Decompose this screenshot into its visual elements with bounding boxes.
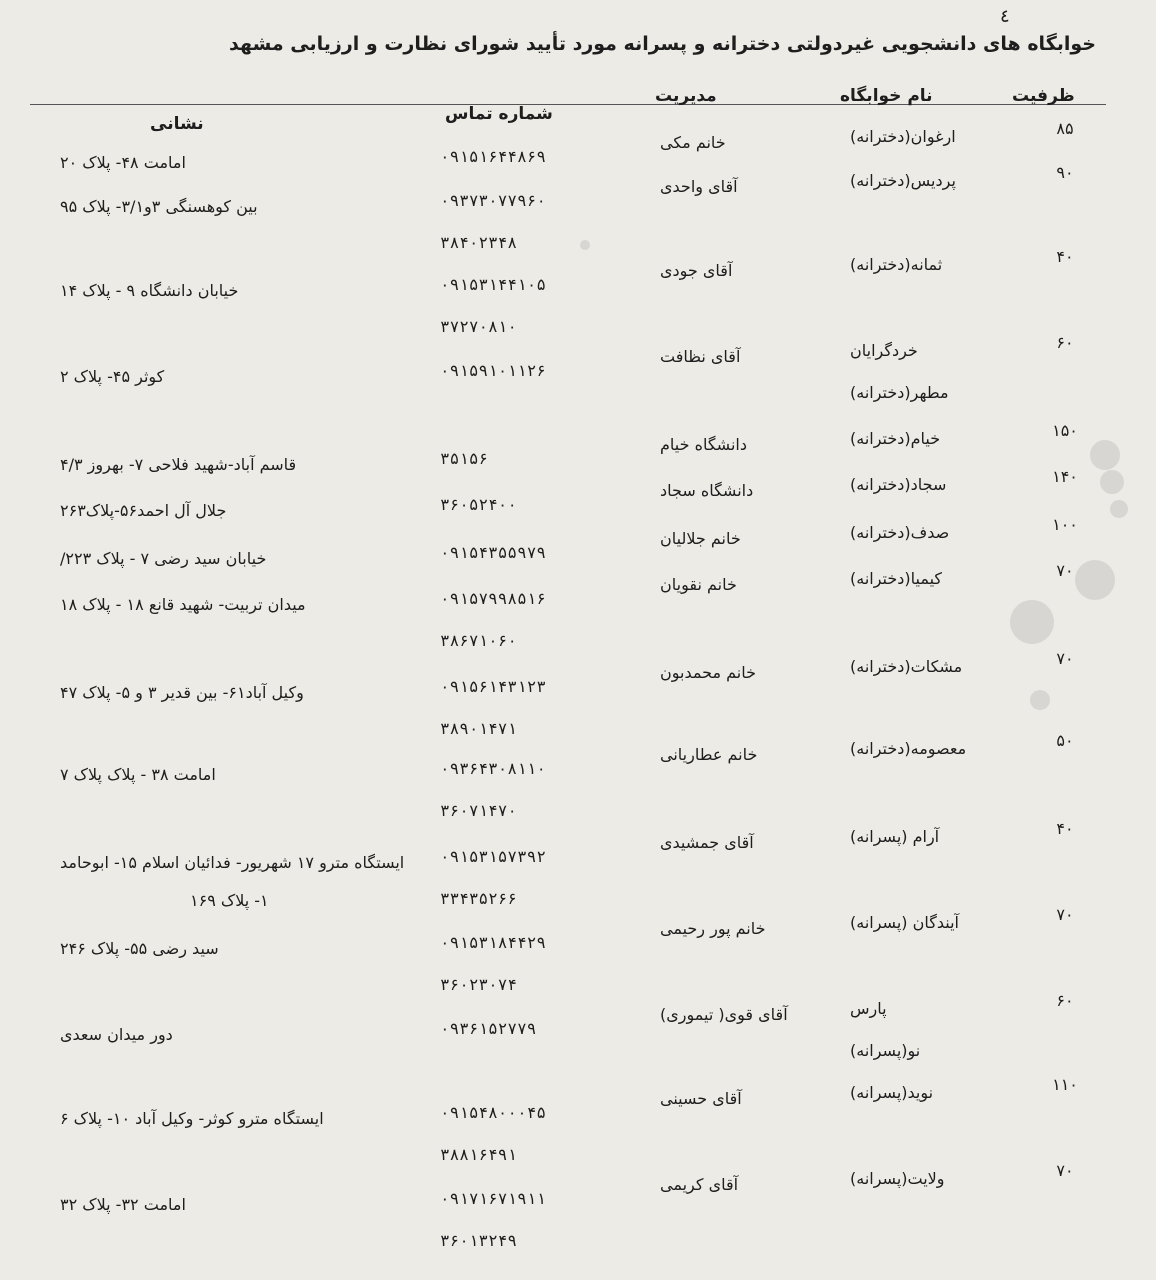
row-15-phone-2: ۳۶۰۱۳۲۴۹ xyxy=(440,1231,518,1250)
row-8-manager: خانم نقویان xyxy=(660,575,737,594)
scan-noise xyxy=(1075,560,1115,600)
row-12-phone-1: ۰۹۱۵۳۱۸۴۴۲۹ xyxy=(440,933,546,952)
row-11-manager: آقای جمشیدی xyxy=(660,833,754,852)
row-13-phone-1: ۰۹۳۶۱۵۲۷۷۹ xyxy=(440,1019,537,1038)
row-7-capacity: ۱۰۰ xyxy=(1052,515,1078,534)
scan-noise xyxy=(580,240,590,250)
row-9-phone-1: ۰۹۱۵۶۱۴۳۱۲۳ xyxy=(440,677,546,696)
row-2-manager: آقای واحدی xyxy=(660,177,738,196)
page-mark: ٤ xyxy=(1000,6,1010,27)
row-9-name: مشکات(دخترانه) xyxy=(850,657,963,676)
row-12-capacity: ۷۰ xyxy=(1056,905,1074,924)
row-4-capacity: ۶۰ xyxy=(1056,333,1074,352)
row-13-name: پارس xyxy=(850,999,887,1018)
row-15-manager: آقای کریمی xyxy=(660,1175,739,1194)
row-10-phone-1: ۰۹۳۶۴۳۰۸۱۱۰ xyxy=(440,759,546,778)
row-8-capacity: ۷۰ xyxy=(1056,561,1074,580)
row-1-capacity: ۸۵ xyxy=(1056,119,1074,138)
row-3-name: ثمانه(دخترانه) xyxy=(850,255,943,274)
header-rule xyxy=(30,104,1106,105)
row-7-name: صدف(دخترانه) xyxy=(850,523,950,542)
row-14-capacity: ۱۱۰ xyxy=(1052,1075,1078,1094)
row-5-address-1: قاسم آباد-شهید فلاحی ۷- بهروز ۴/۳ xyxy=(60,455,297,474)
row-12-manager: خانم پور رحیمی xyxy=(660,919,766,938)
document-title xyxy=(96,30,1096,58)
row-12-name: آیندگان (پسرانه) xyxy=(850,913,959,932)
row-1-name: ارغوان(دخترانه) xyxy=(850,127,956,146)
header-name: نام خوابگاه xyxy=(840,86,933,106)
row-14-address-1: ایستگاه مترو کوثر- وکیل آباد ۱۰- پلاک ۶ xyxy=(60,1109,324,1128)
row-5-phone-1: ۳۵۱۵۶ xyxy=(440,449,489,468)
header-manager: مدیریت xyxy=(655,86,717,106)
row-8-phone-1: ۰۹۱۵۷۹۹۸۵۱۶ xyxy=(440,589,546,608)
scan-noise xyxy=(1090,440,1120,470)
row-1-phone-1: ۰۹۱۵۱۶۴۴۸۶۹ xyxy=(440,147,546,166)
row-11-address-1: ایستگاه مترو ۱۷ شهریور- فدائیان اسلام ۱۵- ابوحامد xyxy=(60,853,405,872)
row-6-address-1: جلال آل احمد۵۶-پلاک۲۶۳ xyxy=(60,501,227,520)
header-capacity: ظرفیت xyxy=(1012,86,1075,106)
scan-noise xyxy=(1110,500,1128,518)
header-contact: شماره تماس xyxy=(445,104,553,124)
row-2-phone-1: ۰۹۳۷۳۰۷۷۹۶۰ xyxy=(440,191,546,210)
row-12-phone-2: ۳۶۰۲۳۰۷۴ xyxy=(440,975,518,994)
row-10-name: معصومه(دخترانه) xyxy=(850,739,967,758)
row-10-phone-2: ۳۶۰۷۱۴۷۰ xyxy=(440,801,518,820)
row-13-name-line2: نو(پسرانه) xyxy=(850,1041,921,1060)
row-6-name: سجاد(دخترانه) xyxy=(850,475,947,494)
row-14-manager: آقای حسینی xyxy=(660,1089,742,1108)
scan-noise xyxy=(1010,600,1054,644)
row-6-phone-1: ۳۶۰۵۲۴۰۰ xyxy=(440,495,518,514)
row-4-phone-1: ۰۹۱۵۹۱۰۱۱۲۶ xyxy=(440,361,546,380)
row-15-capacity: ۷۰ xyxy=(1056,1161,1074,1180)
row-11-capacity: ۴۰ xyxy=(1056,819,1074,838)
row-10-manager: خانم عطاریانی xyxy=(660,745,758,764)
row-4-address-1: کوثر ۴۵- پلاک ۲ xyxy=(60,367,165,386)
row-6-capacity: ۱۴۰ xyxy=(1052,467,1078,486)
row-2-name: پردیس(دخترانه) xyxy=(850,171,956,190)
row-11-phone-2: ۳۳۴۳۵۲۶۶ xyxy=(440,889,518,908)
row-5-capacity: ۱۵۰ xyxy=(1052,421,1078,440)
row-1-manager: خانم مکی xyxy=(660,133,726,152)
row-2-address-1: بین کوهسنگی ۳و۳/۱- پلاک ۹۵ xyxy=(60,197,258,216)
row-8-phone-2: ۳۸۶۷۱۰۶۰ xyxy=(440,631,518,650)
row-11-address-2: ۱- پلاک ۱۶۹ xyxy=(190,891,269,910)
row-3-phone-1: ۰۹۱۵۳۱۴۴۱۰۵ xyxy=(440,275,546,294)
row-1-address-1: امامت ۴۸- پلاک ۲۰ xyxy=(60,153,186,172)
row-12-address-1: سید رضی ۵۵- پلاک ۲۴۶ xyxy=(60,939,219,958)
scan-noise xyxy=(1100,470,1124,494)
row-8-address-1: میدان تربیت- شهید قانع ۱۸ - پلاک ۱۸ xyxy=(60,595,306,614)
row-3-capacity: ۴۰ xyxy=(1056,247,1074,266)
row-4-name: خردگرایان xyxy=(850,341,918,360)
row-14-name: نوید(پسرانه) xyxy=(850,1083,934,1102)
row-11-name: آرام (پسرانه) xyxy=(850,827,940,846)
row-9-phone-2: ۳۸۹۰۱۴۷۱ xyxy=(440,719,518,738)
row-10-capacity: ۵۰ xyxy=(1056,731,1074,750)
row-9-address-1: وکیل آباد۶۱- بین قدیر ۳ و ۵- پلاک ۴۷ xyxy=(60,683,304,702)
row-13-capacity: ۶۰ xyxy=(1056,991,1074,1010)
row-2-phone-2: ۳۸۴۰۲۳۴۸ xyxy=(440,233,518,252)
scan-noise xyxy=(1030,690,1050,710)
row-9-capacity: ۷۰ xyxy=(1056,649,1074,668)
row-15-phone-1: ۰۹۱۷۱۶۷۱۹۱۱ xyxy=(440,1189,546,1208)
row-6-manager: دانشگاه سجاد xyxy=(660,481,754,500)
row-14-phone-2: ۳۸۸۱۶۴۹۱ xyxy=(440,1145,518,1164)
row-9-manager: خانم محمدبون xyxy=(660,663,756,682)
row-10-address-1: امامت ۳۸ - پلاک پلاک ۷ xyxy=(60,765,216,784)
row-13-manager: آقای قوی( تیموری) xyxy=(660,1005,788,1024)
title-line-1: خوابگاه های دانشجویی غیردولتی دخترانه و پسرانه مورد تأیید شورای نظارت و ارزیابی مشهد xyxy=(229,33,1096,55)
row-15-address-1: امامت ۳۲- پلاک ۳۲ xyxy=(60,1195,186,1214)
row-15-name: ولایت(پسرانه) xyxy=(850,1169,945,1188)
row-4-name-line2: مطهر(دخترانه) xyxy=(850,383,949,402)
row-4-manager: آقای نظافت xyxy=(660,347,741,366)
row-3-phone-2: ۳۷۲۷۰۸۱۰ xyxy=(440,317,518,336)
row-11-phone-1: ۰۹۱۵۳۱۵۷۳۹۲ xyxy=(440,847,546,866)
row-8-name: کیمیا(دخترانه) xyxy=(850,569,943,588)
row-2-capacity: ۹۰ xyxy=(1056,163,1074,182)
row-14-phone-1: ۰۹۱۵۴۸۰۰۰۴۵ xyxy=(440,1103,546,1122)
row-5-manager: دانشگاه خیام xyxy=(660,435,747,454)
row-3-address-1: خیابان دانشگاه ۹ - پلاک ۱۴ xyxy=(60,281,239,300)
row-7-manager: خانم جلالیان xyxy=(660,529,741,548)
row-13-address-1: دور میدان سعدی xyxy=(60,1025,173,1044)
row-3-manager: آقای جودی xyxy=(660,261,733,280)
row-7-address-1: خیابان سید رضی ۷ - پلاک ۲۲۳/ xyxy=(60,549,267,568)
row-7-phone-1: ۰۹۱۵۴۳۵۵۹۷۹ xyxy=(440,543,546,562)
header-address: نشانی xyxy=(150,114,204,134)
row-5-name: خیام(دخترانه) xyxy=(850,429,941,448)
